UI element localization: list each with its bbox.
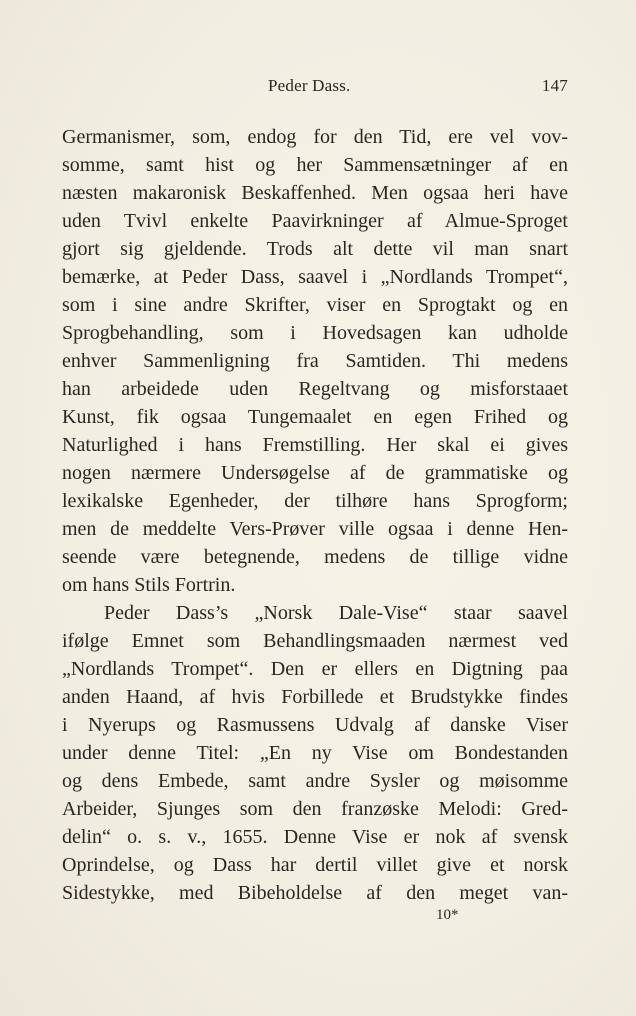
text-line: Arbeider, Sjunges som den franzøske Melodi: Gred- — [62, 798, 568, 820]
text-line: Sprogbehandling, som i Hovedsagen kan udholde — [62, 322, 568, 344]
text-line: enhver Sammenligning fra Samtiden. Thi medens — [62, 350, 568, 372]
text-line: han arbeidede uden Regeltvang og misforstaaet — [62, 378, 568, 400]
text-line: Germanismer, som, endog for den Tid, ere vel vov- — [62, 126, 568, 148]
page-number: 147 — [541, 76, 568, 95]
running-title: Peder Dass. — [268, 76, 351, 95]
text-line: uden Tvivl enkelte Paavirkninger af Almue-Sproget — [62, 210, 568, 232]
text-line: Naturlighed i hans Fremstilling. Her skal ei gives — [62, 434, 568, 456]
text-line: ifølge Emnet som Behandlingsmaaden nærmest ved — [62, 630, 568, 652]
text-line: næsten makaronisk Beskaffenhed. Men ogsaa heri have — [62, 182, 568, 204]
text-line: men de meddelte Vers-Prøver ville ogsaa i denne Hen- — [62, 518, 568, 540]
text-line: om hans Stils Fortrin. — [62, 574, 236, 596]
text-line: nogen nærmere Undersøgelse af de grammatiske og — [62, 462, 568, 484]
text-line: som i sine andre Skrifter, viser en Sprogtakt og en — [62, 294, 568, 316]
text-line: anden Haand, af hvis Forbillede et Brudstykke findes — [62, 686, 568, 708]
text-line: lexikalske Egenheder, der tilhøre hans Sprogform; — [62, 490, 568, 512]
page-header — [62, 76, 568, 100]
text-line: gjort sig gjeldende. Trods alt dette vil man snart — [62, 238, 568, 260]
text-line: seende være betegnende, medens de tillige vidne — [62, 546, 568, 568]
text-line: Sidestykke, med Bibeholdelse af den meget van- — [62, 882, 568, 904]
text-line: i Nyerups og Rasmussens Udvalg af danske Viser — [62, 714, 568, 736]
text-line: bemærke, at Peder Dass, saavel i „Nordlands Trompet“, — [62, 266, 568, 288]
body-text — [62, 123, 568, 907]
text-line: Peder Dass’s „Norsk Dale-Vise“ staar saavel — [104, 602, 568, 624]
signature-mark: 10* — [436, 907, 459, 923]
text-line: somme, samt hist og her Sammensætninger af en — [62, 154, 568, 176]
text-line: og dens Embede, samt andre Sysler og møisomme — [62, 770, 568, 792]
text-line: delin“ o. s. v., 1655. Denne Vise er nok af svensk — [62, 826, 568, 848]
text-line: under denne Titel: „En ny Vise om Bondestanden — [62, 742, 568, 764]
text-line: „Nordlands Trompet“. Den er ellers en Digtning paa — [62, 658, 568, 680]
text-line: Oprindelse, og Dass har dertil villet give et norsk — [62, 854, 568, 876]
text-line: Kunst, fik ogsaa Tungemaalet en egen Frihed og — [62, 406, 568, 428]
